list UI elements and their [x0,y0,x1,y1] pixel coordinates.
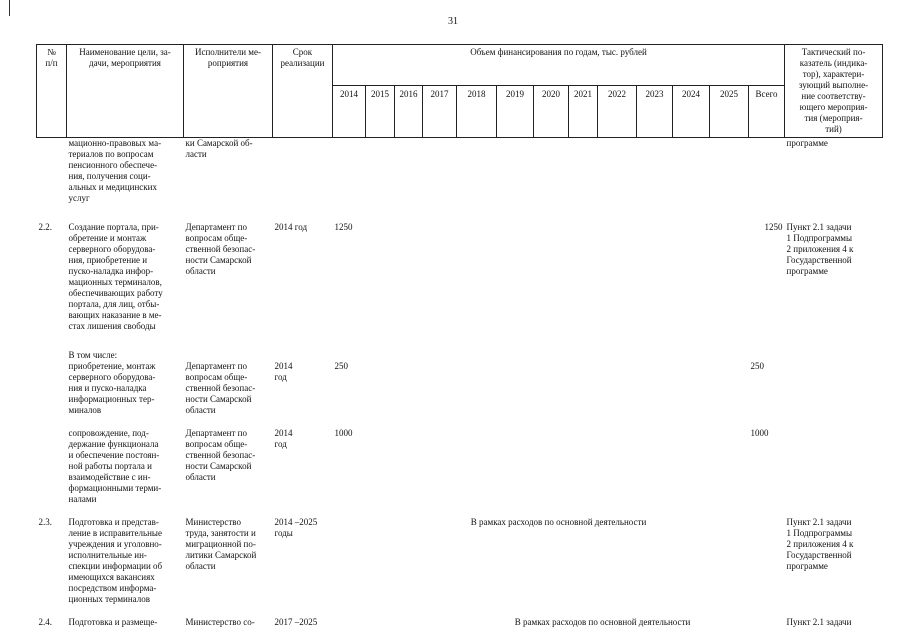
header-year: 2016 [395,86,423,138]
header-year: 2020 [534,86,569,138]
funding-table [36,44,883,628]
row-value-2014: 1250 [334,222,353,232]
header-funding: Объем финансирования по годам, тыс. рублей [333,45,785,86]
header-year: 2022 [598,86,637,138]
row-executor: Департамент по вопросам обще- ственной безопас- ности Самарской области [185,361,256,415]
table-row [37,517,883,605]
header-year: 2023 [637,86,673,138]
row-executor: Департамент по вопросам обще- ственной безопас- ности Самарской области [185,222,256,276]
row-number: 2.3. [38,517,52,527]
row-indicator: Пункт 2.1 задачи 1 Подпрограммы 2 приложения 4 к Государственной программе [786,517,854,571]
header-executors: Исполнители ме- роприятия [184,45,273,138]
header-year: 2015 [366,86,395,138]
header-indicator: Тактический по- казатель (индика- тор), характери- зующий выполне- ние соответству- ющего мероприя- тия (мероприя- тий) [785,45,883,138]
row-value-2014: 250 [334,361,348,371]
row-name: Подготовка и представ- ление в исправительные учреждения и уголовно- исполнительные ин- спекции информации об имеющихся вакансиях посредством информа- ционных терминалов [68,517,163,604]
row-number: 2.2. [38,222,52,232]
row-executor: Министерство труда, занятости и миграционной по- литики Самарской области [185,517,257,571]
table-row [37,617,883,628]
header-name: Наименование цели, за- дачи, мероприятия [67,45,184,138]
row-funding-note: В рамках расходов по основной деятельности [470,517,647,527]
row-term: 2017 –2025 [274,617,318,627]
row-name: Создание портала, при- обретение и монтаж серверного оборудова- ния, приобретение и пуско-наладка инфор- мационных терминалов, обеспечивающих работу портала, для лиц, отбы- вающих наказание в ме- стах лишения свободы [68,222,163,331]
row-executor: ки Самарской об- ласти [185,138,253,159]
table-row [37,428,883,505]
row-term: 2014 –2025 годы [274,517,318,538]
header-year: 2017 [423,86,457,138]
table-row [37,138,883,205]
row-term: 2014 год [274,361,293,382]
header-year: 2014 [333,86,366,138]
row-name: Подготовка и размеще- [68,617,158,627]
row-number: 2.4. [38,617,52,627]
row-name: В том числе: приобретение, монтаж серверного оборудова- ния и пуско-наладка информационных тер- миналов [68,350,156,415]
row-term: 2014 год [274,428,293,449]
row-executor: Министерство со- [185,617,255,627]
row-indicator: Пункт 2.1 задачи 1 Подпрограммы 2 приложения 4 к Государственной программе [786,222,854,276]
header-term: Срок реализации [273,45,333,138]
page-number: 31 [448,16,458,27]
row-executor: Департамент по вопросам обще- ственной безопас- ности Самарской области [185,428,256,482]
header-year: 2018 [457,86,497,138]
header-year: 2019 [497,86,534,138]
header-year: 2024 [673,86,710,138]
header-year: 2021 [569,86,598,138]
header-number: № п/п [37,45,67,138]
table-row [37,222,883,332]
table-row [37,350,883,416]
row-value-2014: 1000 [334,428,353,438]
scan-artifact-line [9,0,10,16]
row-value-total: 250 [750,361,764,371]
row-value-total: 1250 [764,222,783,232]
row-indicator: программе [786,138,828,148]
row-indicator: Пункт 2.1 задачи [786,617,852,627]
header-year: 2025 [710,86,749,138]
header-year-total: Всего [749,86,785,138]
row-value-total: 1000 [750,428,769,438]
row-term: 2014 год [274,222,308,232]
row-name: мационно-правовых ма- териалов по вопросам пенсионного обеспече- ния, получения соци- альных и медицинских услуг [68,138,162,203]
row-funding-note: В рамках расходов по основной деятельности [514,617,691,627]
row-name: сопровождение, под- держание функционала и обеспечение постоян- ной работы портала и взаимодействие с ин- формационными терми- налами [68,428,162,504]
